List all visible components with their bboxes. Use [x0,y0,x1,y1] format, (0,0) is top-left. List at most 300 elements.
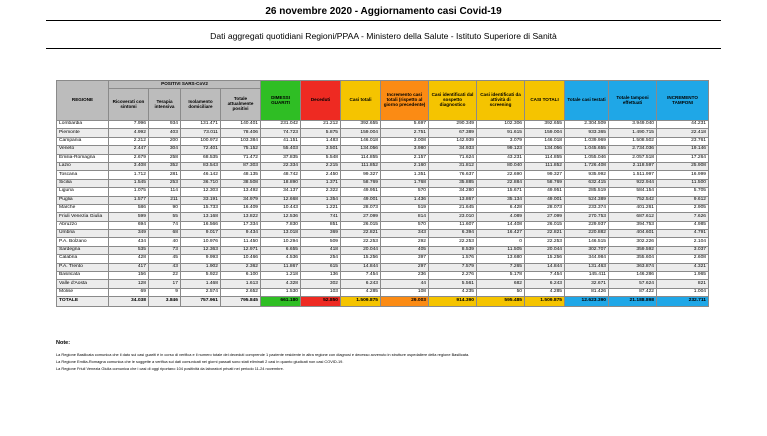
cell-casi-totali: 28.073 [341,204,381,212]
cell-casi-totali: 22.821 [341,230,381,238]
cell-casi-testati: 146.515 [565,238,609,246]
cell-casi-totali: 392.655 [341,121,381,129]
cell-casi-totali: 27.099 [341,213,381,221]
table-row [57,213,709,221]
cell-ricoverati: 4.992 [109,129,149,137]
col-group-positivi: POSITIVI SARS-CoV2 [109,81,261,89]
cell-dimessi-guariti: 1.530 [261,288,301,296]
cell-ricoverati: 1.577 [109,196,149,204]
col-header-ricoverati: Ricoverati con sintomi [109,89,149,121]
cell-ricoverati: 2.212 [109,137,149,145]
cell-casi-totali-2: 22.821 [525,230,565,238]
cell-isolamento: 15.733 [181,204,221,212]
cell-casi-testati: 81.426 [565,288,609,296]
table-row [57,162,709,170]
cell-casi-testati: 32.671 [565,280,609,288]
cell-incremento-casi: 2.160 [381,162,429,170]
cell-ricoverati: 69 [109,288,149,296]
cell-attualmente-positivi: 17.334 [221,221,261,229]
cell-casi-testati: 302.707 [565,246,609,254]
cell-incremento-casi: 3.980 [381,146,429,154]
cell-casi-screening: 6.428 [477,204,525,212]
cell-terapia: 3.846 [149,297,181,307]
cell-incremento-casi: 2.157 [381,154,429,162]
table-row [57,188,709,196]
cell-attualmente-positivi: 48.135 [221,171,261,179]
cell-dimessi-guariti: 18.890 [261,179,301,187]
cell-dimessi-guariti: 10.443 [261,204,301,212]
cell-incremento-casi: 570 [381,221,429,229]
cell-casi-testati: 229.937 [565,221,609,229]
cell-casi-sospetto: 31.812 [429,162,477,170]
cell-attualmente-positivi: 140.401 [221,121,261,129]
cell-incremento-tamponi: 1.004 [657,288,709,296]
cell-casi-totali: 114.855 [341,154,381,162]
cell-ricoverati: 2.679 [109,154,149,162]
cell-deceduti: 52.850 [301,297,341,307]
cell-terapia: 9 [149,288,181,296]
cell-incremento-tamponi: 2.608 [657,255,709,263]
cell-attualmente-positivi: 6.100 [221,272,261,280]
cell-casi-sospetto: 5.561 [429,280,477,288]
cell-casi-testati: 233.374 [565,204,609,212]
cell-incremento-casi: 108 [381,288,429,296]
cell-ricoverati: 599 [109,213,149,221]
cell-incremento-casi: 29.003 [381,297,429,307]
cell-terapia: 17 [149,280,181,288]
cell-incremento-tamponi: 25.908 [657,162,709,170]
cell-incremento-tamponi: 9.612 [657,196,709,204]
cell-ricoverati: 1.712 [109,171,149,179]
cell-casi-sospetto: 21.645 [429,204,477,212]
cell-casi-screening: 0 [477,238,525,246]
cell-casi-testati: 220.882 [565,230,609,238]
cell-casi-totali-2: 28.073 [525,204,565,212]
cell-isolamento: 72.401 [181,146,221,154]
cell-attualmente-positivi: 2.362 [221,263,261,271]
cell-casi-totali-2: 146.018 [525,137,565,145]
col-header-deceduti: Deceduti [301,81,341,121]
cell-dimessi-guariti: 4.536 [261,255,301,263]
cell-incremento-casi: 343 [381,230,429,238]
cell-attualmente-positivi: 78.406 [221,129,261,137]
cell-casi-screening: 14.408 [477,221,525,229]
cell-ricoverati: 349 [109,230,149,238]
cell-casi-sospetto: 6.394 [429,230,477,238]
cell-tamponi: 363.874 [609,263,657,271]
cell-ricoverati: 586 [109,204,149,212]
cell-incremento-casi: 814 [381,213,429,221]
cell-attualmente-positivi: 2.652 [221,288,261,296]
cell-casi-totali-2: 49.951 [525,188,565,196]
cell-incremento-casi: 236 [381,272,429,280]
cell-isolamento: 131.471 [181,121,221,129]
cell-dimessi-guariti: 6.655 [261,246,301,254]
table-row [57,154,709,162]
cell-isolamento: 100.972 [181,137,221,145]
cell-ricoverati: 1.075 [109,188,149,196]
cell-dimessi-guariti: 74.723 [261,129,301,137]
cell-regione: P.A. Bolzano [57,238,109,246]
cell-incremento-casi: 1.436 [381,196,429,204]
cell-isolamento: 12.303 [181,188,221,196]
cell-casi-totali-2: 392.655 [525,121,565,129]
cell-casi-screening: 13.680 [477,255,525,263]
cell-attualmente-positivi: 11.450 [221,238,261,246]
cell-tamponi: 2.118.597 [609,162,657,170]
cell-casi-testati: 1.039.969 [565,137,609,145]
cell-casi-screening: 11.505 [477,246,525,254]
cell-dimessi-guariti: 1.218 [261,272,301,280]
cell-casi-screening: 50 [477,288,525,296]
col-header-casi-screening: Casi identificati da attività di screening [477,81,525,121]
table-row [57,246,709,254]
cell-casi-screening: 3.079 [477,137,525,145]
cell-incremento-casi: 405 [381,246,429,254]
cell-ricoverati: 535 [109,246,149,254]
cell-incremento-tamponi: 3.037 [657,246,709,254]
cell-casi-testati: 632.415 [565,179,609,187]
cell-casi-testati: 270.753 [565,213,609,221]
cell-casi-sospetto: 13.867 [429,196,477,204]
cell-casi-screening: 80.040 [477,162,525,170]
cell-tamponi: 401.261 [609,204,657,212]
cell-isolamento: 757.961 [181,297,221,307]
cell-incremento-casi: 2.751 [381,129,429,137]
cell-casi-totali-2: 58.769 [525,179,565,187]
cell-ricoverati: 7.996 [109,121,149,129]
cell-casi-sospetto: 34.280 [429,188,477,196]
cell-regione: Liguria [57,188,109,196]
cell-attualmente-positivi: 34.979 [221,196,261,204]
col-header-incremento-casi: Incremento casi totali (rispetto al giorno precedente) [381,81,429,121]
cell-deceduti: 254 [301,255,341,263]
cell-casi-totali-2: 99.327 [525,171,565,179]
cell-incremento-tamponi: 5.705 [657,188,709,196]
table-row [57,146,709,154]
cell-terapia: 114 [149,188,181,196]
table-row [57,288,709,296]
cell-casi-totali: 134.056 [341,146,381,154]
cell-terapia: 90 [149,204,181,212]
cell-dimessi-guariti: 22.334 [261,162,301,170]
cell-regione: Marche [57,204,109,212]
cell-dimessi-guariti: 231.042 [261,121,301,129]
cell-casi-sospetto: 142.939 [429,137,477,145]
table-row [57,255,709,263]
cell-isolamento: 16.566 [181,221,221,229]
cell-isolamento: 9.993 [181,255,221,263]
cell-casi-totali-2: 15.256 [525,255,565,263]
cell-casi-totali-2: 22.253 [525,238,565,246]
col-header-regione: REGIONE [57,81,109,121]
cell-casi-totali: 6.243 [341,280,381,288]
cell-terapia: 73 [149,246,181,254]
cell-tamponi: 21.188.898 [609,297,657,307]
table-row [57,230,709,238]
cell-deceduti: 3.501 [301,146,341,154]
cell-casi-testati: 935.992 [565,171,609,179]
cell-dimessi-guariti: 37.835 [261,154,301,162]
cell-deceduti: 302 [301,280,341,288]
cell-casi-totali: 49.951 [341,188,381,196]
cell-isolamento: 9.017 [181,230,221,238]
cell-ricoverati: 417 [109,263,149,271]
cell-casi-totali: 20.044 [341,246,381,254]
title-divider-bottom [46,48,721,49]
cell-terapia: 258 [149,154,181,162]
cell-ricoverati: 434 [109,238,149,246]
table-row [57,171,709,179]
cell-incremento-casi: 1.768 [381,179,429,187]
cell-incremento-casi: 44 [381,280,429,288]
col-header-tamponi: Totale tamponi effettuati [609,81,657,121]
cell-casi-sospetto: 22.253 [429,238,477,246]
cell-attualmente-positivi: 103.384 [221,137,261,145]
cell-tamponi: 394.753 [609,221,657,229]
cell-dimessi-guariti: 661.180 [261,297,301,307]
cell-terapia: 352 [149,162,181,170]
page-title: 26 novembre 2020 - Aggiornamento casi Covid-19 [265,6,502,17]
cell-regione: P.A. Trento [57,263,109,271]
cell-regione: Campania [57,137,109,145]
cell-incremento-casi: 5.697 [381,121,429,129]
cell-tamponi: 359.592 [609,246,657,254]
cell-incremento-casi: 292 [381,238,429,246]
cell-regione: Veneto [57,146,109,154]
col-header-casi-totali-2: CASI TOTALI [525,81,565,121]
cell-tamponi: 3.949.040 [609,121,657,129]
table-row [57,204,709,212]
cell-casi-testati: 1.045.655 [565,146,609,154]
cell-incremento-tamponi: 4.791 [657,230,709,238]
cell-casi-sospetto: 76.637 [429,171,477,179]
cell-casi-totali-2: 111.852 [525,162,565,170]
cell-dimessi-guariti: 55.403 [261,146,301,154]
cell-incremento-tamponi: 4.321 [657,263,709,271]
cell-casi-totali-2: 114.855 [525,154,565,162]
cell-deceduti: 21.212 [301,121,341,129]
cell-ricoverati: 428 [109,255,149,263]
cell-isolamento: 1.902 [181,263,221,271]
cell-casi-screening: 4.089 [477,213,525,221]
cell-incremento-tamponi: 7.626 [657,213,709,221]
cell-casi-screening: 102.306 [477,121,525,129]
cell-casi-sospetto: 2.276 [429,272,477,280]
cell-regione: Abruzzo [57,221,109,229]
cell-isolamento: 73.011 [181,129,221,137]
cell-tamponi: 146.286 [609,272,657,280]
cell-casi-totali: 111.852 [341,162,381,170]
cell-casi-screening: 16.427 [477,230,525,238]
cell-attualmente-positivi: 38.508 [221,179,261,187]
col-header-casi-totali: Casi totali [341,81,381,121]
cell-incremento-tamponi: 17.264 [657,154,709,162]
cell-regione: Valle d'Aosta [57,280,109,288]
cell-incremento-casi: 1.351 [381,171,429,179]
cell-casi-screening: 595.485 [477,297,525,307]
cell-regione: Lazio [57,162,109,170]
cell-casi-totali-2: 1.509.875 [525,297,565,307]
cell-regione: Basilicata [57,272,109,280]
cell-deceduti: 1.354 [301,196,341,204]
cell-terapia: 40 [149,238,181,246]
note-line: La Regione Basilicata comunica che il dato sui casi guariti è in corso di verifica e il numero totale dei deceduti comprende 1 paziente residente in altra regione con diagnosi e decesso avvenuto in strutture ospedaliere della regione Basilicata. [56,352,470,357]
cell-tamponi: 687.612 [609,213,657,221]
cell-isolamento: 2.574 [181,288,221,296]
cell-isolamento: 68.535 [181,154,221,162]
cell-casi-screening: 22.884 [477,179,525,187]
table-row [57,179,709,187]
cell-casi-sospetto: 11.607 [429,221,477,229]
cell-casi-testati: 1.055.046 [565,154,609,162]
cell-deceduti: 2.450 [301,171,341,179]
cell-casi-totali: 99.327 [341,171,381,179]
cell-regione: Lombardia [57,121,109,129]
cell-casi-totali-2: 27.099 [525,213,565,221]
cell-terapia: 253 [149,179,181,187]
cell-regione: Umbria [57,230,109,238]
cell-casi-testati: 1.726.408 [565,162,609,170]
cell-regione: Calabria [57,255,109,263]
cell-terapia: 281 [149,171,181,179]
cell-isolamento: 83.543 [181,162,221,170]
cell-ricoverati: 1.545 [109,179,149,187]
cell-isolamento: 10.976 [181,238,221,246]
cell-casi-sospetto: 7.579 [429,263,477,271]
table-row [57,280,709,288]
cell-isolamento: 46.142 [181,171,221,179]
cell-casi-sospetto: 35.885 [429,179,477,187]
cell-dimessi-guariti: 13.018 [261,230,301,238]
cell-terapia: 211 [149,196,181,204]
cell-attualmente-positivi: 87.303 [221,162,261,170]
cell-casi-totali: 22.253 [341,238,381,246]
cell-deceduti: 2.322 [301,188,341,196]
cell-casi-totali: 159.004 [341,129,381,137]
cell-deceduti: 1.221 [301,204,341,212]
cell-regione: Friuli Venezia Giulia [57,213,109,221]
cell-regione: Puglia [57,196,109,204]
cell-dimessi-guariti: 41.151 [261,137,301,145]
cell-casi-totali: 4.285 [341,288,381,296]
cell-regione: Sardegna [57,246,109,254]
cell-regione: Toscana [57,171,109,179]
table-row [57,238,709,246]
cell-deceduti: 1.483 [301,137,341,145]
cell-ricoverati: 128 [109,280,149,288]
cell-casi-testati: 12.623.390 [565,297,609,307]
cell-dimessi-guariti: 11.867 [261,263,301,271]
table-row [57,221,709,229]
table-total-row [57,297,709,307]
cell-casi-sospetto: 71.624 [429,154,477,162]
table-row [57,129,709,137]
cell-isolamento: 13.168 [181,213,221,221]
cell-regione: Emilia-Romagna [57,154,109,162]
cell-casi-sospetto: 34.933 [429,146,477,154]
cell-casi-screening: 99.123 [477,146,525,154]
cell-casi-totali: 7.454 [341,272,381,280]
table-row [57,121,709,129]
col-header-dimessi-guariti: DIMESSI GUARITI [261,81,301,121]
cell-casi-totali: 49.001 [341,196,381,204]
cell-terapia: 68 [149,230,181,238]
cell-casi-screening: 5.178 [477,272,525,280]
cell-casi-sospetto: 23.010 [429,213,477,221]
cell-terapia: 43 [149,263,181,271]
cell-attualmente-positivi: 10.466 [221,255,261,263]
cell-tamponi: 2.734.036 [609,146,657,154]
cell-terapia: 22 [149,272,181,280]
cell-casi-totali-2: 7.454 [525,272,565,280]
cell-incremento-casi: 297 [381,263,429,271]
col-header-casi-testati: Totale casi testati [565,81,609,121]
cell-isolamento: 36.710 [181,179,221,187]
covid-data-table [56,80,709,307]
cell-casi-screening: 35.134 [477,196,525,204]
page-subtitle: Dati aggregati quotidiani Regioni/PPAA - Ministero della Salute - Istituto Superiore di Sanità [210,31,557,41]
cell-casi-totali: 146.018 [341,137,381,145]
cell-deceduti: 2.215 [301,162,341,170]
col-header-isolamento: Isolamento domiciliare [181,89,221,121]
cell-tamponi: 1.490.715 [609,129,657,137]
cell-incremento-casi: 3.008 [381,137,429,145]
col-header-attualmente-positivi: Totale attualmente positivi [221,89,261,121]
cell-dimessi-guariti: 7.830 [261,221,301,229]
cell-isolamento: 12.363 [181,246,221,254]
cell-attualmente-positivi: 9.434 [221,230,261,238]
cell-ricoverati: 34.038 [109,297,149,307]
cell-ricoverati: 694 [109,221,149,229]
cell-deceduti: 509 [301,238,341,246]
cell-dimessi-guariti: 34.137 [261,188,301,196]
cell-tamponi: 922.944 [609,179,657,187]
cell-tamponi: 302.226 [609,238,657,246]
cell-attualmente-positivi: 13.492 [221,188,261,196]
cell-terapia: 45 [149,255,181,263]
cell-ricoverati: 3.408 [109,162,149,170]
cell-deceduti: 369 [301,230,341,238]
cell-terapia: 934 [149,121,181,129]
cell-terapia: 55 [149,213,181,221]
notes-title: Note: [56,340,71,346]
cell-casi-sospetto: 914.390 [429,297,477,307]
cell-casi-totali: 15.256 [341,255,381,263]
cell-casi-totali: 58.769 [341,179,381,187]
cell-casi-totali-2: 49.001 [525,196,565,204]
cell-dimessi-guariti: 12.536 [261,213,301,221]
cell-dimessi-guariti: 12.668 [261,196,301,204]
cell-tamponi: 584.154 [609,188,657,196]
cell-casi-screening: 43.231 [477,154,525,162]
cell-deceduti: 741 [301,213,341,221]
cell-deceduti: 851 [301,221,341,229]
table-row [57,196,709,204]
cell-casi-testati: 524.389 [565,196,609,204]
note-line: La Regione Friuli Venezia Giulia comunica che i casi di oggi riportano 104 positività da laboratori privati nei periodo 11-24 novembre. [56,366,284,371]
cell-casi-screening: 15.671 [477,188,525,196]
cell-deceduti: 5.548 [301,154,341,162]
cell-casi-testati: 933.365 [565,129,609,137]
cell-attualmente-positivi: 12.971 [221,246,261,254]
cell-attualmente-positivi: 13.822 [221,213,261,221]
cell-casi-totali-2: 26.015 [525,221,565,229]
cell-incremento-tamponi: 22.418 [657,129,709,137]
cell-casi-screening: 91.615 [477,129,525,137]
note-line: La Regione Emilia-Romagna comunica che le soggette a verifica sui dati comunicati nei giorni passati sono stati eliminati 2 casi in quanto giudicati non casi COVID-19. [56,359,344,364]
cell-regione: Sicilia [57,179,109,187]
